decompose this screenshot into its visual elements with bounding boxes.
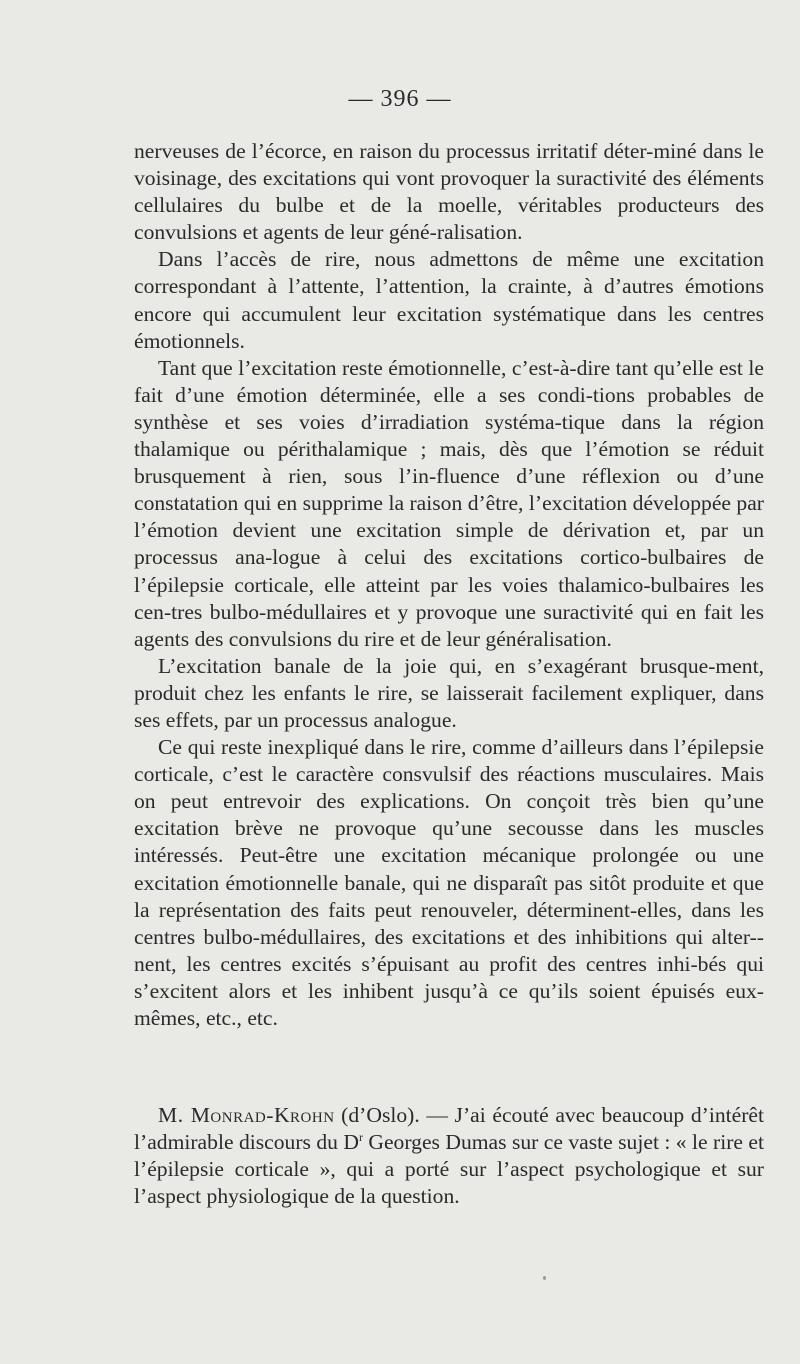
speech-intro: (d’Oslo). — J’ai écouté avec beaucoup d’intérêt l’admirable discours du D xyxy=(134,1103,764,1155)
paragraph: Tant que l’excitation reste émotionnelle, c’est-à-dire tant qu’elle est le fait d’une émotion déterminée, elle a ses condi-tions probables de synthèse et ses voies d’irradiation systéma-tique dans la région thalamique ou périthalamique ; mais, dès que l’émotion se réduit brusquement à rien, sous l’in-fluence d’une réflexion ou d’une constatation qui en supprime la raison d’être, l’excitation développée par l’émotion devient une excitation simple de dérivation et, par un processus ana-logue à celui des excitations cortico-bulbaires de l’épilepsie corticale, elle atteint par les voies thalamico-bulbaires les cen-tres bulbo-médullaires et y provoque une suractivité qui en fait les agents des convulsions du rire et de leur généralisation. xyxy=(134,355,764,651)
paragraph: Dans l’accès de rire, nous admettons de même une excitation correspondant à l’attente, l’attention, la crainte, à d’autres émotions encore qui accumulent leur excitation systématique dans les centres émotionnels. xyxy=(134,247,764,353)
paragraph: Ce qui reste inexpliqué dans le rire, comme d’ailleurs dans l’épilepsie corticale, c’est le caractère consvulsif des réactions musculaires. Mais on peut entrevoir des explications. On conçoit très bien qu’une excitation brève ne provoque qu’une secousse dans les muscles intéressés. Peut-être une excitation mécanique prolongée ou une excitation émotionnelle banale, qui ne disparaît pas sitôt produite et que la représentation des faits peut renouveler, déterminent-elles, dans les centres bulbo-médullaires, des excitations et des inhibitions qui alter-nent, les centres excités s’épuisant au profit des centres inhi-bés qui s’excitent alors et les inhibent jusqu’à ce qu’ils soient épuisés eux-mêmes, etc., etc. xyxy=(134,735,764,1030)
speech-text: Georges Dumas sur ce vaste sujet : « le rire et l’épilepsie corticale », qui a porté sur l’aspect psychologique et sur l’aspect physiologique de la question. xyxy=(134,1130,764,1209)
paragraph: nerveuses de l’écorce, en raison du processus irritatif déter-miné dans le voisinage, des excitations qui vont provoquer la suractivité des éléments cellulaires du bulbe et de la moelle, véritables producteurs des convulsions et agents de leur géné-ralisation. xyxy=(134,139,764,245)
title-superscript: r xyxy=(358,1129,363,1144)
body-text xyxy=(134,138,764,1032)
paragraph: L’excitation banale de la joie qui, en s’exagérant brusque-ment, produit chez les enfants le rire, se laisserait facilement expliquer, dans ses effets, par un processus analogue. xyxy=(134,653,764,732)
ink-speck xyxy=(543,1276,546,1280)
page-number: — 396 — xyxy=(348,86,452,112)
speaker-name: M. Monrad-Krohn xyxy=(158,1103,335,1127)
speech-paragraph xyxy=(134,1102,764,1210)
speech-section xyxy=(134,1102,764,1210)
